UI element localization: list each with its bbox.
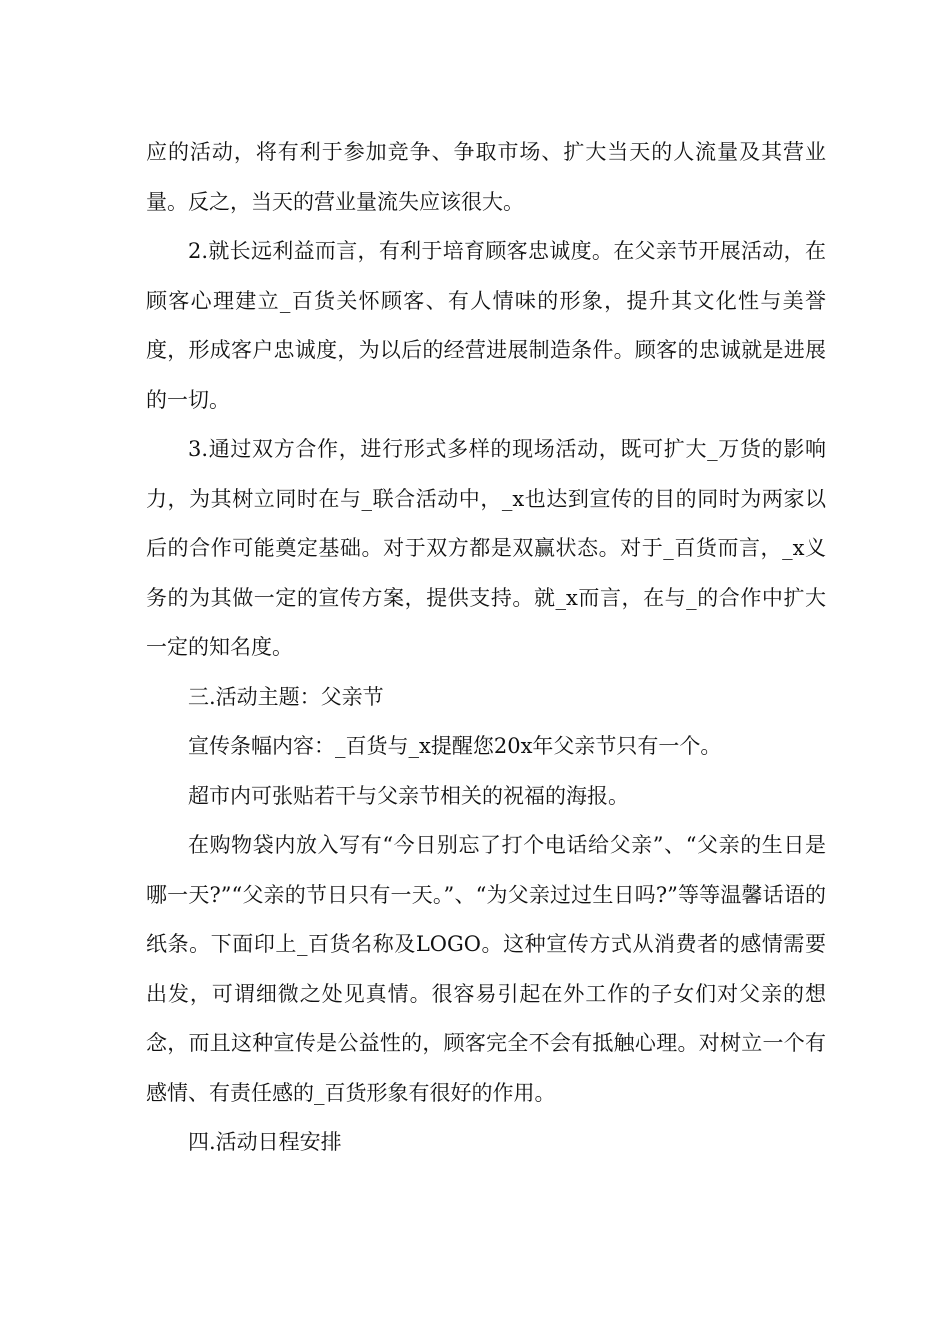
- document-page: [146, 128, 826, 1168]
- paragraph-banner: 宣传条幅内容：_百货与_x提醒您20x年父亲节只有一个。: [188, 734, 722, 758]
- paragraph-3: 3.通过双方合作，进行形式多样的现场活动，既可扩大_万货的影响力，为其树立同时在与_联合活动中，_x也达到宣传的目的同时为两家以后的合作可能奠定基础。对于双方都是双赢状态。对于_百货而言，_x义务的为其做一定的宣传方案，提供支持。就_x而言，在与_的合作中扩大一定的知名度。: [146, 437, 826, 659]
- section-heading-theme: 三.活动主题：父亲节: [188, 684, 384, 709]
- paragraph-2: 2.就长远利益而言，有利于培育顾客忠诚度。在父亲节开展活动，在顾客心理建立_百货关怀顾客、有人情味的形象，提升其文化性与美誉度，形成客户忠诚度，为以后的经营进展制造条件。顾客的忠诚就是进展的一切。: [146, 239, 826, 412]
- paragraph-1: 应的活动，将有利于参加竞争、争取市场、扩大当天的人流量及其营业量。反之，当天的营业量流失应该很大。: [146, 140, 826, 214]
- paragraph-posters: 超市内可张贴若干与父亲节相关的祝福的海报。: [188, 783, 629, 808]
- section-heading-schedule: 四.活动日程安排: [188, 1130, 342, 1154]
- paragraph-shopping-bag: 在购物袋内放入写有“今日别忘了打个电话给父亲”、“父亲的生日是哪一天?”“父亲的节日只有一天。”、“为父亲过过生日吗?”等等温馨话语的纸条。下面印上_百货名称及LOGO。这种宣传方式从消费者的感情需要出发，可谓细微之处见真情。很容易引起在外工作的子女们对父亲的想念，而且这种宣传是公益性的，顾客完全不会有抵触心理。对树立一个有感情、有责任感的_百货形象有很好的作用。: [146, 833, 826, 1105]
